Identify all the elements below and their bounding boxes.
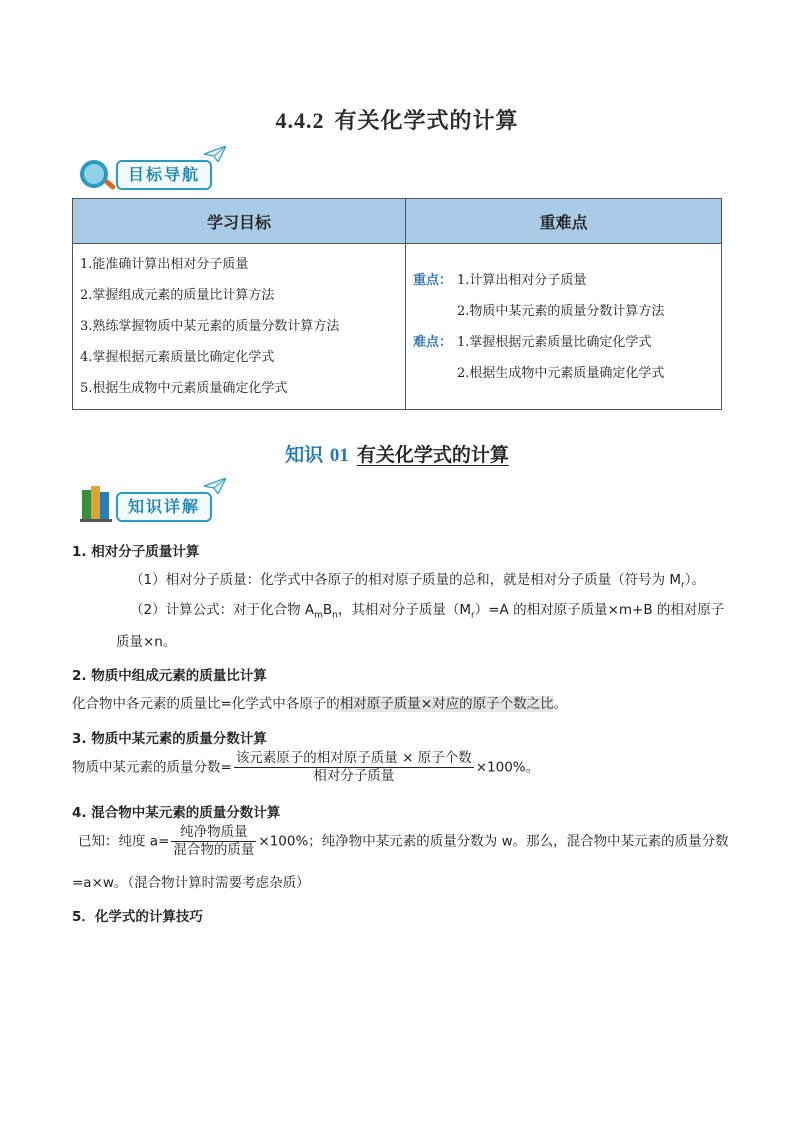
detail-banner xyxy=(80,478,230,526)
s4-heading: 4. 混合物中某元素的质量分数计算 xyxy=(72,805,281,821)
key-label: 重点： xyxy=(413,272,453,288)
difficult-item: 1.掌握根据元素质量比确定化学式 xyxy=(457,334,652,350)
goal-item: 3.熟练掌握物质中某元素的质量分数计算方法 xyxy=(80,319,340,334)
s4-line-2: =a×w。（混合物计算时需要考虑杂质） xyxy=(72,875,310,891)
s1-heading: 1. 相对分子质量计算 xyxy=(72,544,200,560)
s3-formula: 物质中某元素的质量分数= $\frac{\text{该元素原子的相对原子质量 × 原子个数}}{\text{相对分子质量}}$ ×100%。 xyxy=(72,750,540,784)
goals-header: 学习目标 xyxy=(73,199,406,244)
key-points-header: 重难点 xyxy=(406,199,722,244)
s4-fraction: $\frac{\text{纯净物质量}}{\text{混合物的质量}}$ xyxy=(173,824,255,858)
s2-text: 化合物中各元素的质量比=化学式中各原子的相对原子质量×对应的原子个数之比。 xyxy=(72,696,568,712)
title-text: 有关化学式的计算 xyxy=(334,109,519,134)
title-number: 4.4.2 xyxy=(275,108,325,133)
goals-banner-label: 目标导航 xyxy=(116,160,212,190)
section-name: 有关化学式的计算 xyxy=(356,444,509,466)
books-icon xyxy=(80,484,116,522)
difficult-label: 难点： xyxy=(413,334,453,350)
goal-item: 5.根据生成物中元素质量确定化学式 xyxy=(80,381,288,396)
s3-fraction: $\frac{\text{该元素原子的相对原子质量 × 原子个数}}{\text{相对分子质量}}$ xyxy=(235,750,472,784)
goals-banner xyxy=(80,146,230,194)
key-item: 2.物质中某元素的质量分数计算方法 xyxy=(457,303,665,319)
goals-table xyxy=(72,198,722,410)
magnifier-icon xyxy=(80,160,108,188)
s1-paragraph-1: （1）相对分子质量：化学式中各原子的相对原子质量的总和，就是相对分子质量（符号为 $M_r$）。 xyxy=(130,572,705,591)
goal-item: 4.掌握根据元素质量比确定化学式 xyxy=(80,350,275,365)
key-points-cell xyxy=(406,244,722,410)
section-heading xyxy=(0,440,794,467)
goal-item: 1.能准确计算出相对分子质量 xyxy=(80,257,249,272)
s5-heading: 5．化学式的计算技巧 xyxy=(72,909,203,925)
s1-paragraph-2: （2）计算公式：对于化合物 $A_mB_n$，其相对分子质量$(M_r)=A$ 的相对原子质量×m+B 的相对原子 xyxy=(130,602,725,621)
s3-heading: 3. 物质中某元素的质量分数计算 xyxy=(72,731,267,747)
paper-plane-icon xyxy=(204,478,226,494)
difficult-item: 2.根据生成物中元素质量确定化学式 xyxy=(457,365,665,381)
section-tag: 知识 01 xyxy=(285,444,349,466)
s1-paragraph-2-cont: 质量×n。 xyxy=(116,634,177,650)
paper-plane-icon xyxy=(204,146,226,162)
key-item: 1.计算出相对分子质量 xyxy=(457,272,587,288)
magnifier-handle xyxy=(104,179,116,191)
s4-formula: 已知：纯度 a= $\frac{\text{纯净物质量}}{\text{混合物的质量}}$ ×100%；纯净物中某元素的质量分数为 w。那么，混合物中某元素的质量分数 xyxy=(78,824,729,858)
page-title xyxy=(0,104,794,135)
goal-item: 2.掌握组成元素的质量比计算方法 xyxy=(80,288,275,303)
s2-heading: 2. 物质中组成元素的质量比计算 xyxy=(72,668,267,684)
detail-banner-label: 知识详解 xyxy=(116,492,212,522)
goals-cell xyxy=(73,244,406,410)
